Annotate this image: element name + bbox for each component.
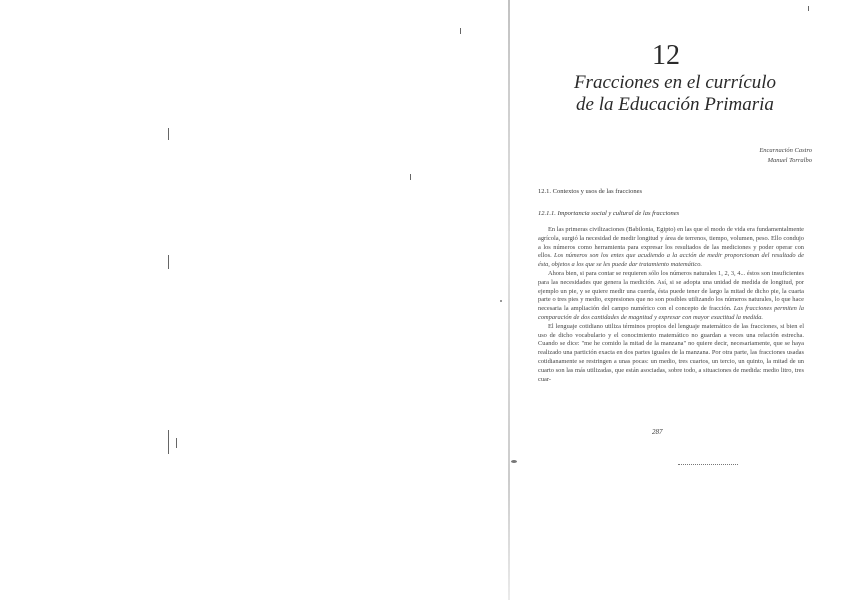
paragraph-emphasis: Los números son los entes que acudiendo a la acción de medir proporcionan del resultado de ésta, objetos a los que se les puede dar tratamiento matemático. — [538, 252, 804, 269]
scan-artifact-speck — [500, 300, 502, 302]
paragraph-text: En las primeras civilizaciones (Babilonia, Egipto) en las que el modo de vida era fundamentalmente agrícola, surgió la necesidad de medir longitud y área de terrenos, tiempo, volumen, peso. Ello condujo a los números como herramienta para expresar los resultados de las mediciones y poder operar con ellos. — [538, 226, 804, 260]
scan-artifact-mark — [168, 430, 169, 454]
author-list — [759, 146, 812, 166]
paragraph-text: Ahora bien, si para contar se requieren sólo los números naturales 1, 2, 3, 4... éstos son insuficientes para las necesidades que genera la medición. Así, si se adopta una unidad de medida de longitud, por ejemplo un pie, y se quiere medir una cuerda, ésta puede tener de largo la mitad de dicho pie, la cuarta parte o tres pies y medio, expresiones que no son posibles utilizando los números naturales, lo que hace necesaria la ampliación del campo numérico con el concepto de fracción. — [538, 269, 804, 313]
scan-artifact-mark — [410, 174, 411, 180]
body-text — [538, 226, 804, 384]
chapter-number: 12 — [652, 40, 680, 71]
chapter-title-line-1: Fracciones en el currículo — [573, 72, 777, 93]
book-gutter — [508, 0, 510, 600]
author-name: Encarnación Castro — [759, 147, 812, 154]
paragraph — [538, 270, 804, 323]
scan-artifact-speck — [511, 460, 517, 463]
paragraph-text: El lenguaje cotidiano utiliza términos propios del lenguaje matemático de las fracciones, si bien el uso de dicho vocabulario y el conocimiento matemático no guardan a veces una relación estrecha. Cuando se dice: "me he comido la mitad de la manzana" no quiere decir, necesariamente, que se haya realizado una partición exacta en dos partes iguales de la manzana. Por otra parte, las fracciones usadas cotidianamente se restringen a unas pocas: un medio, tres cuartos, un tercio, un quinto, la mitad de un cuarto son las más utilizadas, que están asociadas, sobre todo, a situaciones de medida: medio litro, tres cuar- — [538, 322, 804, 383]
footer-rule — [678, 464, 738, 466]
page-number: 287 — [652, 428, 663, 436]
author-name: Manuel Torralbo — [767, 157, 812, 164]
chapter-title-line-2: de la Educación Primaria — [576, 94, 774, 115]
paragraph — [538, 226, 804, 270]
paragraph — [538, 323, 804, 385]
scan-artifact-mark — [176, 438, 177, 448]
scan-artifact-mark — [168, 128, 169, 140]
chapter-title — [540, 72, 810, 116]
scan-artifact-mark — [168, 255, 169, 269]
paragraph-emphasis: Las fracciones permiten la comparación de dos cantidades de magnitud y expresar con mayor exactitud la medida. — [538, 305, 804, 321]
scan-artifact-mark — [460, 28, 461, 34]
subsection-heading: 12.1.1. Importancia social y cultural de las fracciones — [538, 210, 680, 217]
section-heading: 12.1. Contextos y usos de las fracciones — [538, 188, 642, 195]
scan-artifact-mark — [808, 6, 809, 11]
